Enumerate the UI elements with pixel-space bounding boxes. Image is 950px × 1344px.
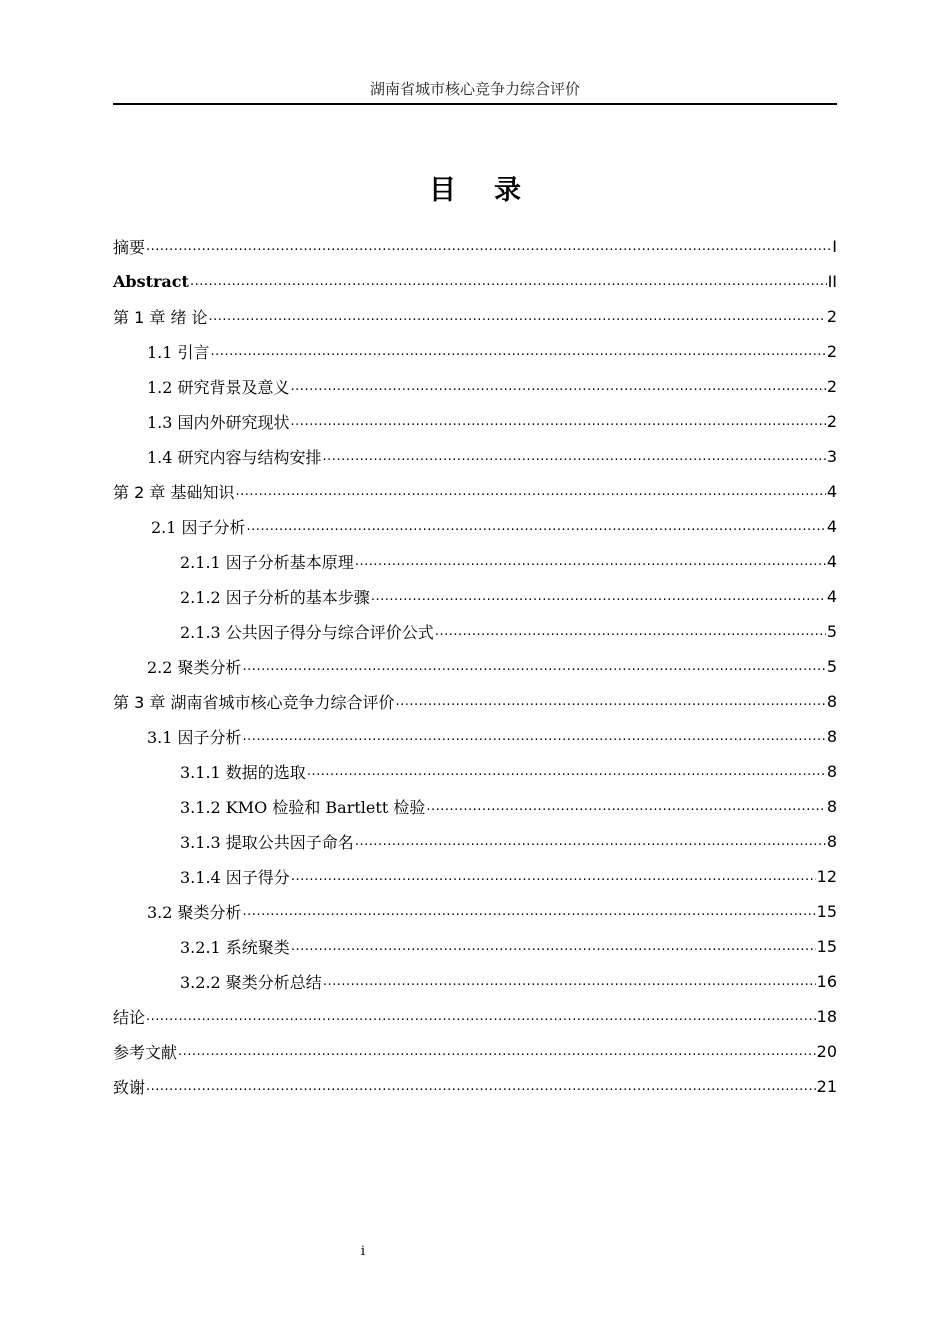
toc-entry-page: 16 <box>816 972 837 991</box>
toc-entry-label: 第 2 章 基础知识 <box>113 483 235 502</box>
toc-dot-leader <box>178 1044 816 1059</box>
toc-entry[interactable] <box>113 614 837 649</box>
toc-dot-leader <box>291 869 816 884</box>
toc-entry-label: 参考文献 <box>113 1043 178 1062</box>
toc-entry-label: 3.1.3 提取公共因子命名 <box>180 833 354 852</box>
toc-entry-label: 结论 <box>113 1008 146 1027</box>
toc-entry-page: 8 <box>826 692 837 711</box>
toc-entry-page: 8 <box>826 762 837 781</box>
toc-entry[interactable] <box>113 789 837 824</box>
toc-entry[interactable] <box>113 649 837 684</box>
toc-entry[interactable] <box>113 684 837 719</box>
toc-dot-leader <box>243 904 816 919</box>
toc-dot-leader <box>323 974 816 989</box>
toc-entry-label: 1.4 研究内容与结构安排 <box>147 448 322 467</box>
toc-entry-label: 3.1.2 KMO 检验和 Bartlett 检验 <box>180 798 426 817</box>
table-of-contents <box>113 229 837 1104</box>
toc-entry-page: II <box>827 272 837 291</box>
toc-dot-leader <box>146 1079 816 1094</box>
toc-entry-page: 15 <box>816 902 837 921</box>
toc-entry[interactable] <box>113 509 837 544</box>
toc-entry-label: 3.1 因子分析 <box>147 728 242 747</box>
toc-entry-label: 1.1 引言 <box>147 343 210 362</box>
toc-entry-page: 4 <box>826 587 837 606</box>
toc-dot-leader <box>291 379 826 394</box>
toc-entry-label: 2.1.1 因子分析基本原理 <box>180 553 354 572</box>
toc-dot-leader <box>291 939 816 954</box>
toc-entry[interactable] <box>113 929 837 964</box>
toc-entry-page: 4 <box>826 517 837 536</box>
toc-entry-page: 21 <box>816 1077 837 1096</box>
toc-entry-page: 4 <box>826 482 837 501</box>
page-header: 湖南省城市核心竞争力综合评价 <box>369 80 580 98</box>
toc-entry[interactable] <box>113 229 837 264</box>
toc-entry-label: 3.1.1 数据的选取 <box>180 763 306 782</box>
toc-entry-label: 3.2.1 系统聚类 <box>180 938 290 957</box>
toc-entry-label: 3.2.2 聚类分析总结 <box>180 973 322 992</box>
toc-dot-leader <box>211 344 826 359</box>
toc-dot-leader <box>371 589 826 604</box>
toc-entry-label: Abstract <box>113 272 189 291</box>
toc-dot-leader <box>146 239 831 254</box>
toc-dot-leader <box>247 519 826 534</box>
toc-entry[interactable] <box>113 859 837 894</box>
toc-entry-page: 8 <box>826 832 837 851</box>
toc-entry-page: 8 <box>826 727 837 746</box>
toc-dot-leader <box>323 449 826 464</box>
toc-entry-label: 3.2 聚类分析 <box>147 903 242 922</box>
toc-entry-page: 2 <box>826 342 837 361</box>
toc-title: 目录 <box>429 175 559 206</box>
toc-entry-page: 8 <box>826 797 837 816</box>
toc-entry-page: I <box>832 237 837 256</box>
toc-entry-label: 第 1 章 绪 论 <box>113 308 208 327</box>
toc-entry-label: 致谢 <box>113 1078 146 1097</box>
toc-dot-leader <box>291 414 826 429</box>
toc-entry-page: 2 <box>826 412 837 431</box>
toc-entry[interactable] <box>113 719 837 754</box>
toc-entry[interactable] <box>113 1034 837 1069</box>
toc-entry[interactable] <box>113 334 837 369</box>
page-number: i <box>360 1244 366 1259</box>
toc-entry[interactable] <box>113 1069 837 1104</box>
toc-entry[interactable] <box>113 439 837 474</box>
toc-dot-leader <box>146 1009 816 1024</box>
toc-entry[interactable] <box>113 579 837 614</box>
toc-entry[interactable] <box>113 544 837 579</box>
toc-entry-label: 1.3 国内外研究现状 <box>147 413 290 432</box>
toc-entry-page: 4 <box>826 552 837 571</box>
toc-dot-leader <box>235 484 825 499</box>
toc-dot-leader <box>243 729 826 744</box>
toc-entry-label: 摘要 <box>113 238 146 257</box>
toc-entry-label: 第 3 章 湖南省城市核心竞争力综合评价 <box>113 693 395 712</box>
toc-entry[interactable] <box>113 999 837 1034</box>
toc-entry[interactable] <box>113 264 837 299</box>
toc-entry-page: 15 <box>816 937 837 956</box>
toc-entry-label: 2.2 聚类分析 <box>147 658 242 677</box>
toc-dot-leader <box>307 764 826 779</box>
toc-entry-page: 3 <box>826 447 837 466</box>
toc-entry-label: 2.1.3 公共因子得分与综合评价公式 <box>180 623 434 642</box>
toc-dot-leader <box>395 694 825 709</box>
toc-entry[interactable] <box>113 894 837 929</box>
toc-entry-label: 3.1.4 因子得分 <box>180 868 290 887</box>
toc-dot-leader <box>190 274 827 289</box>
toc-entry[interactable] <box>113 754 837 789</box>
toc-entry-page: 2 <box>826 377 837 396</box>
toc-dot-leader <box>243 659 826 674</box>
toc-dot-leader <box>435 624 826 639</box>
toc-entry[interactable] <box>113 964 837 999</box>
header-rule <box>113 103 837 105</box>
toc-entry-page: 2 <box>826 307 837 326</box>
toc-entry[interactable] <box>113 299 837 334</box>
toc-entry[interactable] <box>113 824 837 859</box>
toc-dot-leader <box>426 799 825 814</box>
toc-entry-label: 2.1.2 因子分析的基本步骤 <box>180 588 370 607</box>
toc-entry-label: 1.2 研究背景及意义 <box>147 378 290 397</box>
toc-entry-label: 2.1 因子分析 <box>151 518 246 537</box>
toc-entry[interactable] <box>113 369 837 404</box>
toc-entry-page: 20 <box>816 1042 837 1061</box>
toc-entry-page: 5 <box>826 657 837 676</box>
toc-entry-page: 5 <box>826 622 837 641</box>
toc-entry-page: 18 <box>816 1007 837 1026</box>
toc-dot-leader <box>355 834 826 849</box>
toc-entry[interactable] <box>113 474 837 509</box>
toc-dot-leader <box>355 554 826 569</box>
toc-entry-page: 12 <box>816 867 837 886</box>
toc-dot-leader <box>209 309 826 324</box>
toc-entry[interactable] <box>113 404 837 439</box>
